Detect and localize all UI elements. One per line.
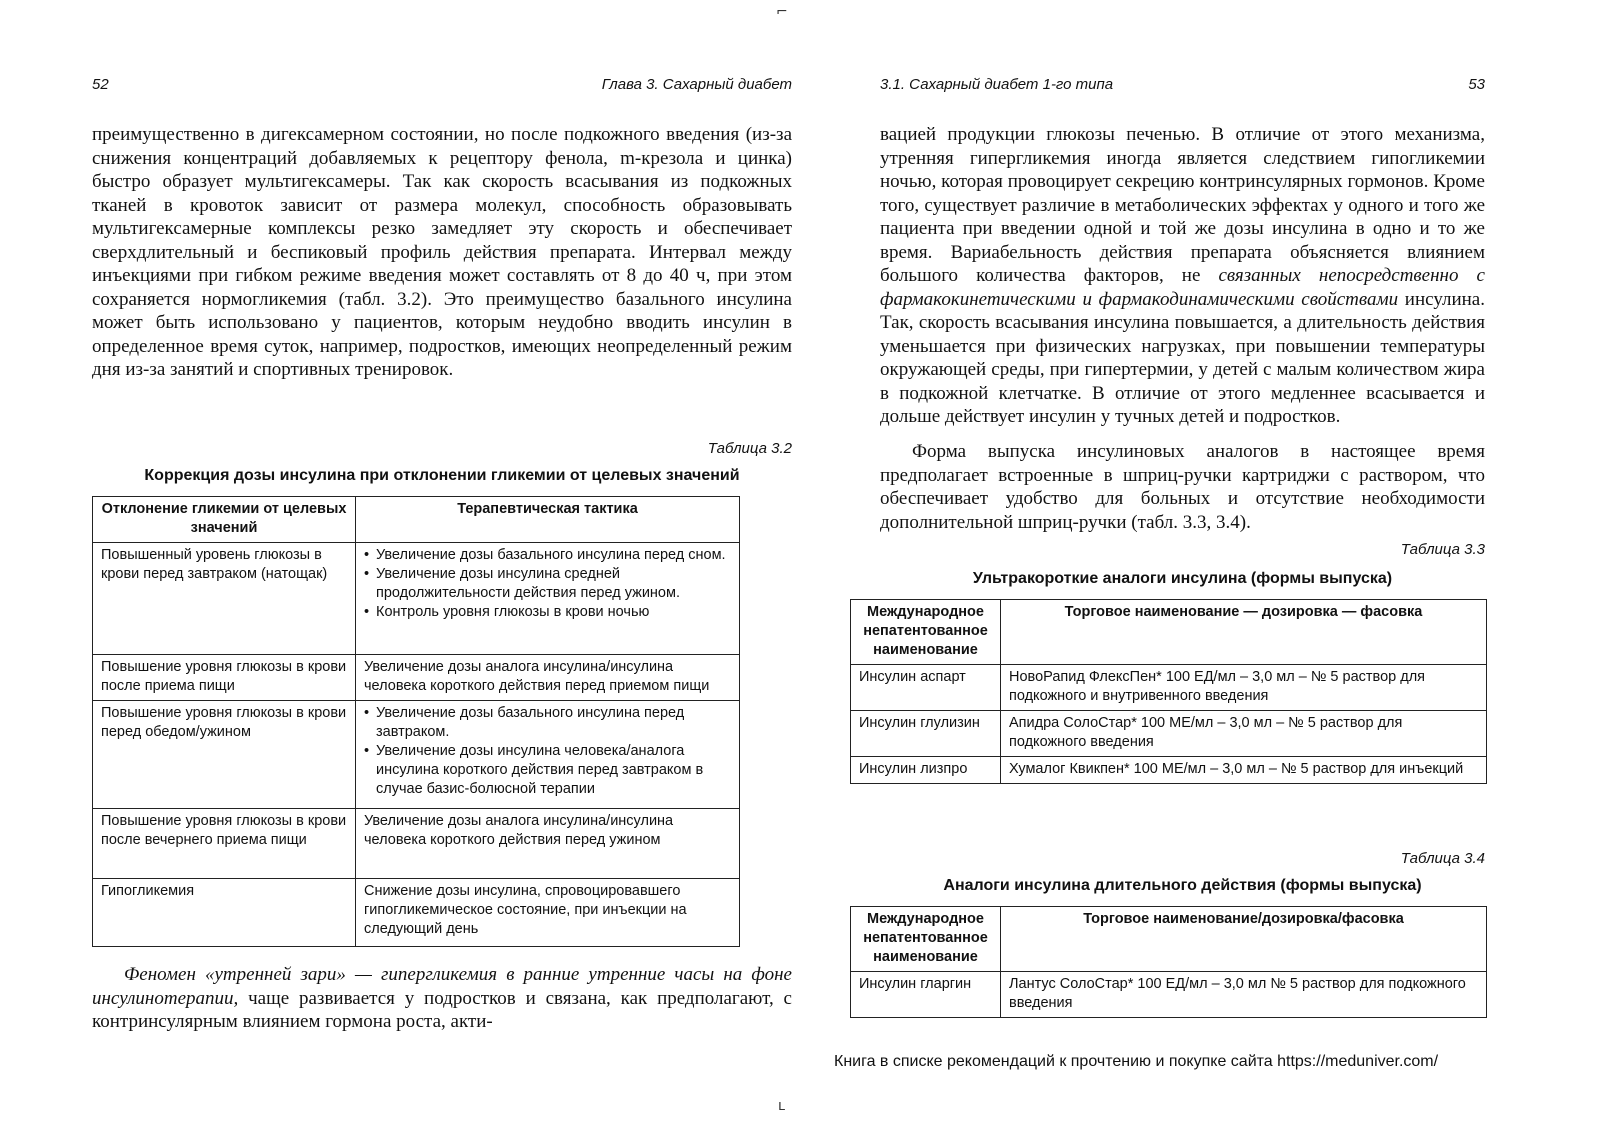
list-item: • Увеличение дозы базального инсулина перед завтраком.	[364, 704, 731, 742]
body-paragraph	[880, 123, 1485, 429]
ultrashort-analogs-table	[850, 599, 1487, 784]
list-item: • Увеличение дозы базального инсулина перед сном.	[364, 546, 731, 565]
crop-mark-icon: ⌐	[776, 4, 788, 20]
table-title: Аналоги инсулина длительного действия (формы выпуска)	[943, 877, 1422, 894]
table-title: Коррекция дозы инсулина при отклонении гликемии от целевых значений	[144, 467, 740, 484]
table-row	[93, 543, 740, 655]
table-header-row	[93, 497, 740, 543]
table-row	[93, 879, 740, 947]
table-cell: Повышение уровня глюкозы в крови перед обедом/ужином	[93, 701, 356, 809]
table-row	[93, 809, 740, 879]
table-label: Таблица 3.4	[1400, 850, 1485, 867]
dose-correction-table	[92, 496, 740, 947]
chapter-title: 3.1. Сахарный диабет 1-го типа	[880, 76, 1114, 93]
table-cell: Инсулин аспарт	[851, 665, 1001, 711]
body-paragraph: Форма выпуска инсулиновых аналогов в настоящее время предполагает встроенные в шприц-ручки картриджи с раствором, что обеспечивает удобство для больных и отсутствие необходимости дополнительной шприц-ручки (табл. 3.3, 3.4).	[880, 441, 1485, 533]
table-label: Таблица 3.2	[707, 440, 792, 457]
table-cell: Увеличение дозы аналога инсулина/инсулина человека короткого действия перед приемом пищи	[356, 655, 740, 701]
table-cell: НовоРапид ФлексПен* 100 ЕД/мл – 3,0 мл – № 5 раствор для подкожного и внутривенного введения	[1001, 665, 1487, 711]
paragraph-text: инсулина. Так, скорость всасывания инсулина повышается, а длительность действия уменьшается при физических нагрузках, при повышении температуры окружающей среды, при гипертермии, у детей с малым количеством жира в подкожной клетчатке. В отличие от этого медленнее всасывается и дольше действует инсулин у тучных детей и подростков.	[880, 288, 1485, 427]
table-row	[851, 757, 1487, 784]
table-cell: Снижение дозы инсулина, спровоцировавшего гипогликемическое состояние, при инъекции на следующий день	[356, 879, 740, 947]
page-number: 52	[92, 76, 109, 93]
table-header: Международное непатентованное наименование	[851, 907, 1001, 972]
dawn-phenomenon-term: Феномен «утренней зари» — гипергликемия в ранние утренние часы на фоне инсулинотерапии,	[92, 964, 792, 1009]
emphasis-text: связанных непосредственно с фармакокинетическими и фармакодинамическими свойствами	[880, 265, 1485, 310]
list-item: • Увеличение дозы инсулина средней продолжительности действия перед ужином.	[364, 565, 731, 603]
table-header: Отклонение гликемии от целевых значений	[93, 497, 356, 543]
table-cell: Повышение уровня глюкозы в крови после вечернего приема пищи	[93, 809, 356, 879]
table-header: Международное непатентованное наименование	[851, 600, 1001, 665]
long-acting-analogs-table	[850, 906, 1487, 1018]
bottom-paragraph	[92, 963, 792, 1034]
chapter-title: Глава 3. Сахарный диабет	[601, 76, 792, 93]
table-header-row	[851, 600, 1487, 665]
table-cell: Инсулин гларгин	[851, 972, 1001, 1018]
table-header: Торговое наименование — дозировка — фасовка	[1001, 600, 1487, 665]
table-row	[93, 655, 740, 701]
footer-note: Книга в списке рекомендаций к прочтению и покупке сайта https://meduniver.com/	[834, 1053, 1439, 1070]
table-cell: Инсулин лизпро	[851, 757, 1001, 784]
table-cell	[356, 543, 740, 655]
table-cell: Гипогликемия	[93, 879, 356, 947]
list-item: • Контроль уровня глюкозы в крови ночью	[364, 603, 731, 622]
page-number: 53	[1468, 76, 1485, 93]
table-cell: Лантус СолоСтар* 100 ЕД/мл – 3,0 мл № 5 раствор для подкожного введения	[1001, 972, 1487, 1018]
table-cell: Хумалог Квикпен* 100 МЕ/мл – 3,0 мл – № 5 раствор для инъекций	[1001, 757, 1487, 784]
table-header-row	[851, 907, 1487, 972]
table-row	[93, 701, 740, 809]
body-paragraph: преимущественно в дигексамерном состоянии, но после подкожного введения (из-за снижения концентраций добавляемых к рецептору фенола, m-крезола и цинка) быстро образует мультигексамеры. Так как скорость всасывания из подкожных тканей в кровоток зависит от размера молекул, способность образовывать мультигексамерные комплексы резко замедляет эту скорость и обеспечивает сверхдлительный и беспиковый профиль действия препарата. Интервал между инъекциями при гибком режиме введения может составлять от 8 до 40 ч, при этом сохраняется нормогликемия (табл. 3.2). Это преимущество базального инсулина может быть использовано у пациентов, которым неудобно вводить инсулин в определенное время суток, например, подростков, имеющих неопределенный режим дня из-за занятий и спортивных тренировок.	[92, 124, 792, 380]
table-header: Торговое наименование/дозировка/фасовка	[1001, 907, 1487, 972]
crop-mark-icon: ʟ	[778, 1098, 786, 1114]
table-cell	[356, 701, 740, 809]
table-row	[851, 972, 1487, 1018]
table-cell: Увеличение дозы аналога инсулина/инсулина человека короткого действия перед ужином	[356, 809, 740, 879]
right-running-head	[880, 76, 1485, 96]
paragraph-text: чаще развивается у подростков и связана, как предполагают, с контринсулярным влиянием гормона роста, акти-	[92, 987, 792, 1032]
left-running-head	[92, 76, 792, 96]
table-cell: Повышение уровня глюкозы в крови после приема пищи	[93, 655, 356, 701]
table-cell: Повышенный уровень глюкозы в крови перед завтраком (натощак)	[93, 543, 356, 655]
table-cell: Инсулин глулизин	[851, 711, 1001, 757]
table-row	[851, 665, 1487, 711]
table-header: Терапевтическая тактика	[356, 497, 740, 543]
table-label: Таблица 3.3	[1400, 541, 1485, 558]
table-row	[851, 711, 1487, 757]
table-title: Ультракороткие аналоги инсулина (формы выпуска)	[972, 570, 1393, 587]
table-cell: Апидра СолоСтар* 100 МЕ/мл – 3,0 мл – № 5 раствор для подкожного введения	[1001, 711, 1487, 757]
paragraph-text: вацией продукции глюкозы печенью. В отличие от этого механизма, утренняя гипергликемия иногда является следствием гипогликемии ночью, которая провоцирует секрецию контринсулярных гормонов. Кроме того, существует различие в метаболических эффектах у одного и того же пациента при введении одной и той же дозы инсулина в одно и то же время. Вариабельность действия препарата объясняется влиянием большого количества факторов, не	[880, 124, 1485, 286]
list-item: • Увеличение дозы инсулина человека/аналога инсулина короткого действия перед завтраком в случае базис-болюсной терапии	[364, 742, 731, 799]
